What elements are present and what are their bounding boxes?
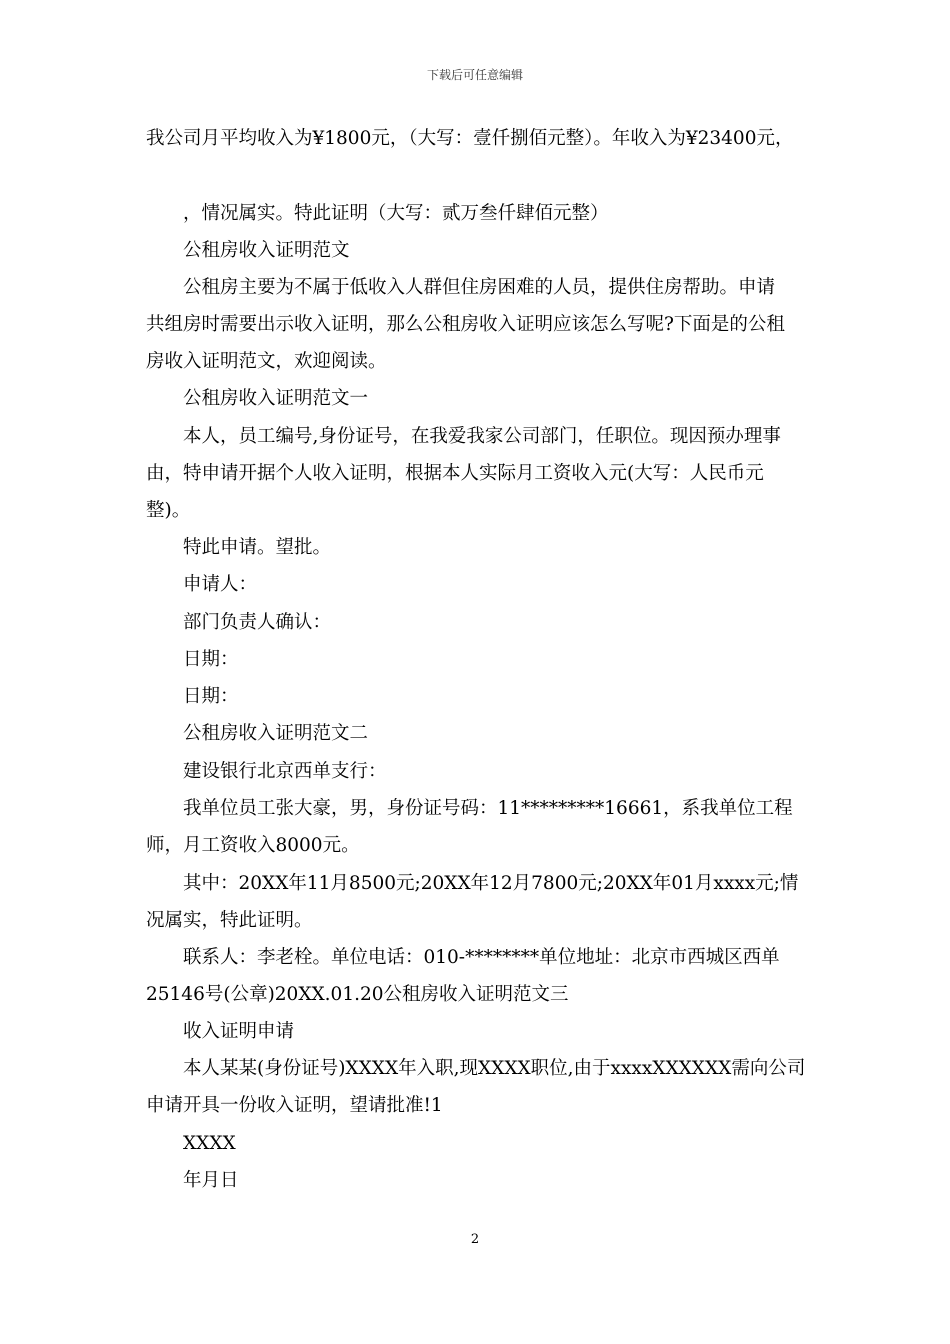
text-line: 由，特申请开据个人收入证明，根据本人实际月工资收入元(大写：人民币元: [146, 463, 764, 484]
text-line: 部门负责人确认：: [183, 612, 332, 633]
page-header: 下载后可任意编辑: [426, 68, 523, 82]
text-line: ，情况属实。特此证明（大写：贰万叁仟肆佰元整）: [183, 203, 609, 224]
text-line: 房收入证明范文，欢迎阅读。: [146, 351, 387, 372]
text-line: 申请开具一份收入证明，望请批准!1: [146, 1095, 443, 1116]
text-line: 师，月工资收入8000元。: [146, 835, 360, 856]
text-line: 建设银行北京西单支行：: [183, 761, 387, 782]
text-line: 况属实，特此证明。: [146, 910, 313, 931]
text-line: 我公司月平均收入为¥1800元，（大写：壹仟捌佰元整）。年收入为¥23400元，: [146, 128, 794, 149]
text-line: 共组房时需要出示收入证明，那么公租房收入证明应该怎么写呢?下面是的公租: [146, 314, 785, 335]
text-line: 日期：: [183, 686, 239, 707]
text-line: 本人，员工编号,身份证号，在我爱我家公司部门，任职位。现因预办理事: [183, 426, 781, 447]
text-line: 本人某某(身份证号)XXXX年入职,现XXXX职位,由于xxxxXXXXXX需向公司: [183, 1058, 806, 1079]
text-line: 整)。: [146, 500, 191, 521]
section-heading: 公租房收入证明范文一: [183, 388, 369, 409]
text-line: 25146号(公章)20XX.01.20公租房收入证明范文三: [146, 984, 569, 1005]
section-heading: 公租房收入证明范文二: [183, 723, 369, 744]
text-line: 公租房主要为不属于低收入人群但住房困难的人员，提供住房帮助。申请: [183, 277, 776, 298]
text-line: 联系人：李老栓。单位电话：010-********单位地址：北京市西城区西单: [183, 947, 780, 968]
text-line: 日期：: [183, 649, 239, 670]
text-line: 特此申请。望批。: [183, 537, 332, 558]
text-line: XXXX: [183, 1133, 236, 1154]
text-line: 其中：20XX年11月8500元;20XX年12月7800元;20XX年01月xxxx元;情: [183, 873, 799, 894]
section-heading: 公租房收入证明范文: [183, 240, 350, 261]
text-line: 我单位员工张大豪，男，身份证号码：11*********16661，系我单位工程: [183, 798, 793, 819]
page-number: 2: [470, 1232, 480, 1247]
section-heading: 收入证明申请: [183, 1021, 295, 1042]
text-line: 申请人：: [183, 574, 258, 595]
text-line: 年月日: [183, 1170, 239, 1191]
